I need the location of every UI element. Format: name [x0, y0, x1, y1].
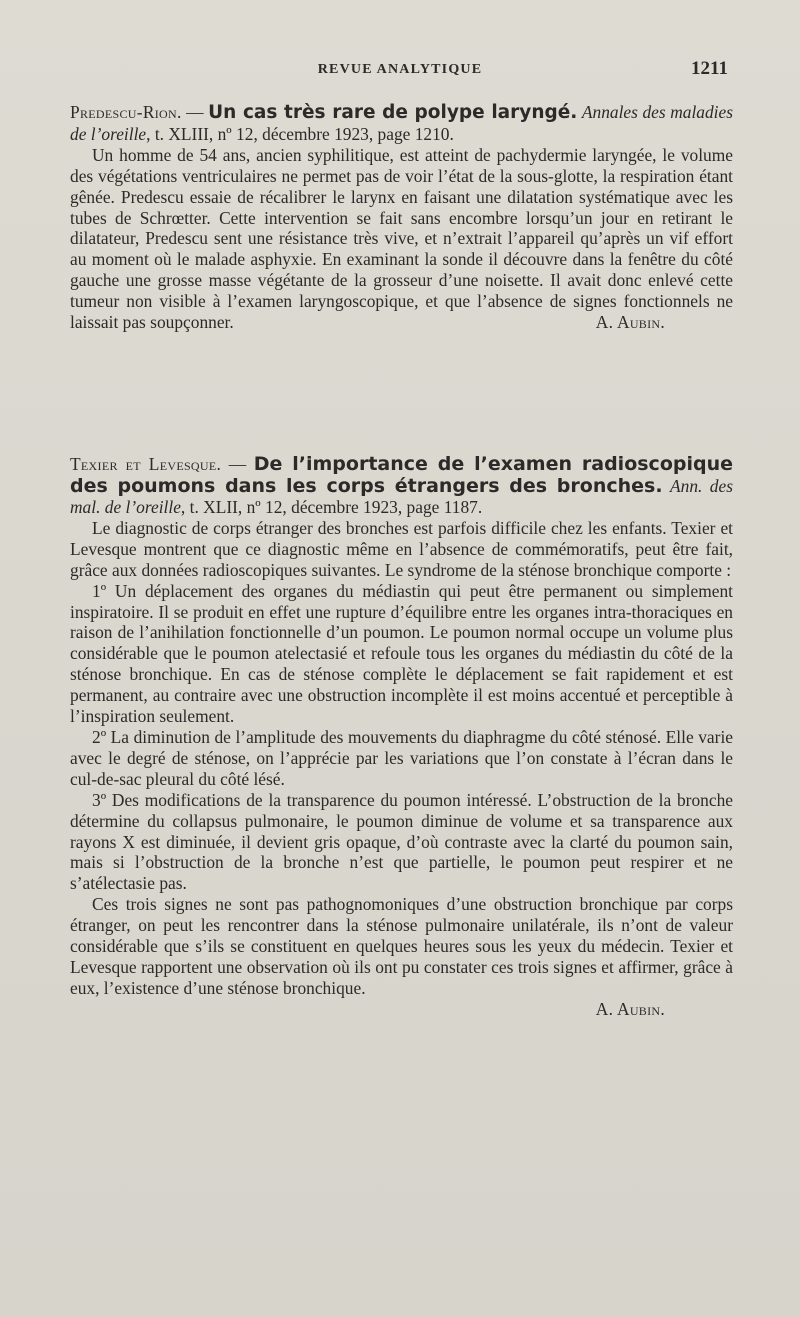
article-reference — [70, 453, 733, 518]
page-number: 1211 — [691, 58, 728, 79]
article-reference — [70, 102, 733, 145]
article-authors: Texier et Levesque. — [70, 454, 222, 474]
paragraph: Le diagnostic de corps étranger des bronches est parfois difficile chez les enfants. Texier et Levesque montrent que ce diagnostic même en l’absence de commémoratifs, peut être fait, grâce aux données radioscopiques suivantes. Le syndrome de la sténose bronchique comporte : — [70, 517, 733, 580]
article-predescu — [70, 102, 733, 333]
article-signature: A. Aubin. — [595, 998, 665, 1019]
journal-title: REVUE ANALYTIQUE — [317, 62, 483, 77]
paragraph: 3º Des modifications de la transparence du poumon intéressé. L’obstruction de la bronche détermine du collapsus pulmonaire, le poumon diminue de volume et sa transparence aux rayons X est diminuée, il devient gris opaque, d’où contraste avec la clarté du poumon sain, mais si l’obstruction de la bronche n’est que partielle, le poumon peut respirer et ne s’atélectasie pas. — [70, 789, 733, 894]
article-body-text: Un homme de 54 ans, ancien syphilitique, est atteint de pachydermie laryngée, le volume des végétations ventriculaires ne permet pas de voir l’état de la sous-glotte, la respiration étant gênée. Predescu essaie de récalibrer le larynx en faisant une dilatation systématique avec les tubes de Schrœtter. Cette intervention se fait sans encombre lorsqu’un jour en retirant le dilatateur, Predescu sent une résistance très vive, et n’extrait l’appareil qu’après un vif effort au moment où le malade asphyxie. En examinant la sonde il découvre dans la fenêtre du côté gauche une grosse masse végétante de la grosseur d’une noisette. Il avait donc enlevé cette tumeur non visible à l’examen laryngoscopique, et que l’absence de signes fonctionnels ne laissait pas soupçonner. — [70, 144, 733, 333]
article-authors: Predescu-Rion. — [70, 102, 182, 122]
article-body — [70, 145, 733, 333]
article-title: De l’importance de l’examen radioscopique des poumons dans les corps étrangers des bronches. — [70, 453, 733, 497]
dash: — — [181, 102, 209, 122]
paragraph: 2º La diminution de l’amplitude des mouvements du diaphragme du côté sténosé. Elle varie avec le degré de sténose, on l’apprécie par les variations que l’on constate à l’écran dans le cul-de-sac pleural du côté lésé. — [70, 726, 733, 789]
article-texier-levesque — [70, 453, 733, 1020]
running-head — [0, 58, 800, 84]
dash: — — [221, 454, 254, 474]
paragraph: 1º Un déplacement des organes du médiastin qui peut être permanent ou simplement inspiratoire. Il se produit en effet une rupture d’équilibre entre les organes intra-thoraciques en raison de l’anihilation fonctionnelle d’un poumon. Le poumon normal occupe un volume plus considérable que le poumon atelectasié et refoule tous les organes du médiastin du côté de la sténose bronchique. En cas de sténose complète le déplacement se fait rapidement et est permanent, au contraire avec une obstruction incomplète il est moins accentué et perceptible à l’inspiration seulement. — [70, 580, 733, 727]
paragraph: Ces trois signes ne sont pas pathognomoniques d’une obstruction bronchique par corps étranger, on peut les rencontrer dans la sténose pulmonaire unilatérale, ils n’ont de valeur considérable que s’ils se constituent en quelques heures sous les yeux du médecin. Texier et Levesque rapportent une observation où ils ont pu constater ces trois signes et affirmer, grâce à eux, l’existence d’une sténose bronchique. — [70, 894, 733, 998]
article-source-details: , t. XLII, nº 12, décembre 1923, page 1187. — [180, 497, 483, 517]
article-source-details: , t. XLIII, nº 12, décembre 1923, page 1210. — [146, 123, 454, 144]
article-title: Un cas très rare de polype laryngé. — [208, 102, 578, 123]
article-source: Ann. des mal. de l’oreille — [70, 476, 733, 517]
article-signature: A. Aubin. — [595, 312, 665, 333]
article-source: Annales des maladies de l’oreille — [70, 102, 733, 144]
